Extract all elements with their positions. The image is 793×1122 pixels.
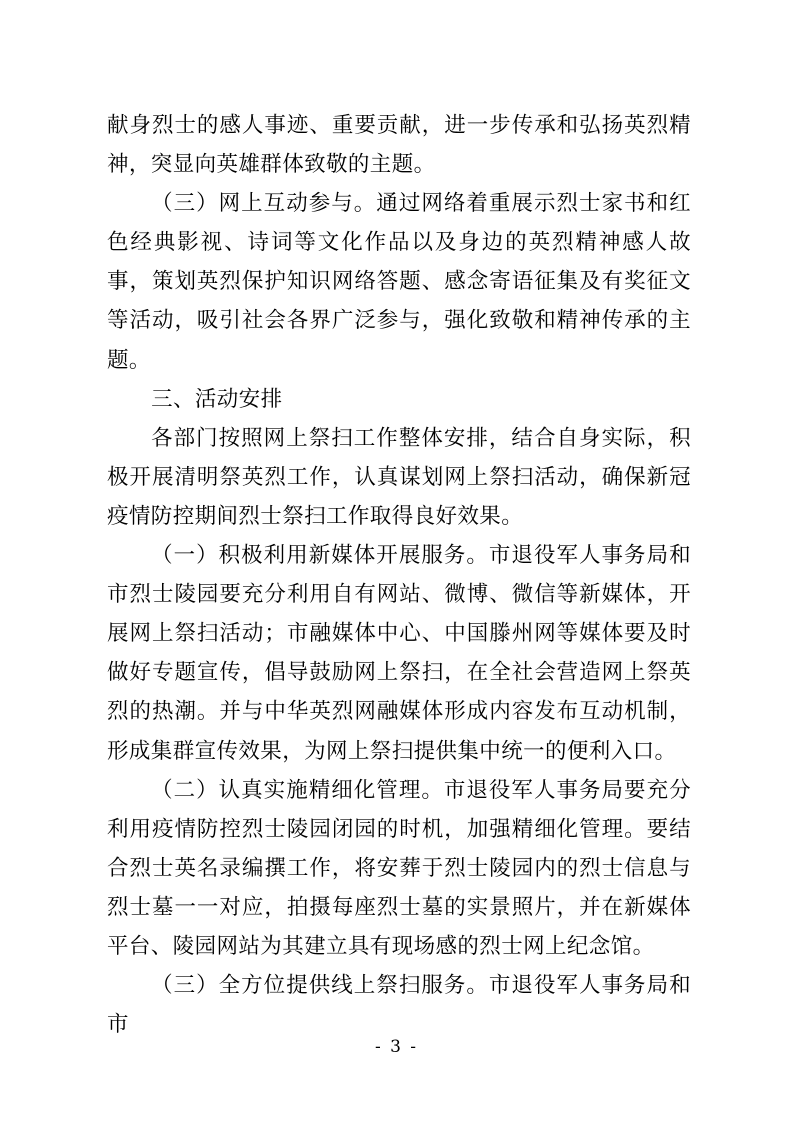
paragraph-online-sweeping-service: （三）全方位提供线上祭扫服务。市退役军人事务局和市 [107, 973, 691, 1038]
section-heading-activity-arrangement: 三、活动安排 [151, 386, 283, 412]
paragraph-online-interaction: （三）网上互动参与。通过网络着重展示烈士家书和红色经典影视、诗词等文化作品以及身边的英烈精神感人故事，策划英烈保护知识网络答题、感念寄语征集及有奖征文等活动，吸引社会各界广泛参与，强化致敬和精神传承的主题。 [107, 191, 691, 373]
page-number: - 3 - [374, 1037, 419, 1057]
paragraph-continuation: 献身烈士的感人事迹、重要贡献，进一步传承和弘扬英烈精神，突显向英雄群体致敬的主题。 [107, 113, 691, 178]
paragraph-refined-management: （二）认真实施精细化管理。市退役军人事务局要充分利用疫情防控烈士陵园闭园的时机，加强精细化管理。要结合烈士英名录编撰工作，将安葬于烈士陵园内的烈士信息与烈士墓一一对应，拍摄每座烈士墓的实景照片，并在新媒体平台、陵园网站为其建立具有现场感的烈士网上纪念馆。 [107, 777, 691, 959]
paragraph-new-media-service: （一）积极利用新媒体开展服务。市退役军人事务局和市烈士陵园要充分利用自有网站、微博、微信等新媒体，开展网上祭扫活动；市融媒体中心、中国滕州网等媒体要及时做好专题宣传，倡导鼓励网上祭扫，在全社会营造网上祭英烈的热潮。并与中华英烈网融媒体形成内容发布互动机制，形成集群宣传效果，为网上祭扫提供集中统一的便利入口。 [107, 543, 691, 764]
paragraph-arrangement-intro: 各部门按照网上祭扫工作整体安排，结合自身实际，积极开展清明祭英烈工作，认真谋划网上祭扫活动，确保新冠疫情防控期间烈士祭扫工作取得良好效果。 [107, 425, 691, 529]
document-body [107, 106, 691, 1044]
